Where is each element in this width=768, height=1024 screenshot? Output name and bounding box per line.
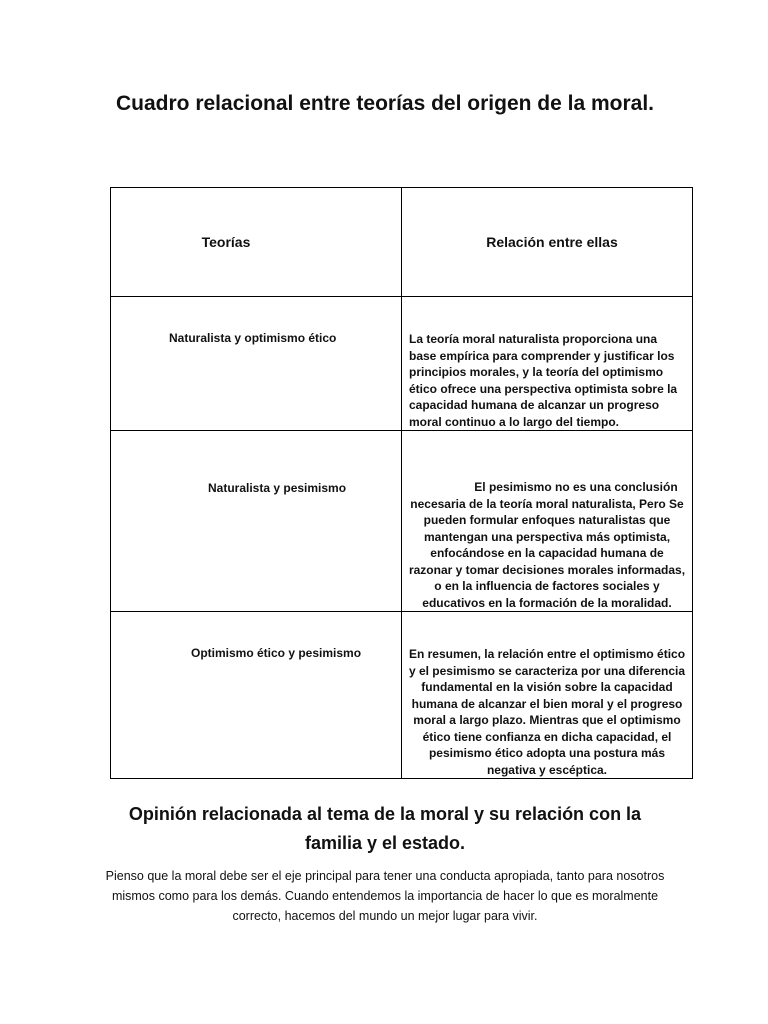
relation-cell	[402, 612, 693, 779]
relation-cell	[402, 431, 693, 612]
relation-cell	[402, 297, 693, 431]
opinion-heading: Opinión relacionada al tema de la moral y su relación con la familia y el estado.	[128, 804, 642, 853]
relation-text: La teoría moral naturalista proporciona una base empírica para comprender y justificar los principios morales, y la teoría del optimismo ético ofrece una perspectiva optimista sobre la capacidad humana de alcanzar un progreso moral continuo a lo largo del tiempo.	[409, 332, 678, 429]
theory-label: Naturalista y optimismo ético	[169, 331, 337, 345]
header-relation: Relación entre ellas	[402, 188, 693, 297]
table-header-row	[111, 188, 693, 297]
opinion-paragraph: Pienso que la moral debe ser el eje principal para tener una conducta apropiada, tanto para nosotros mismos como para los demás. Cuando entendemos la importancia de hacer lo que es moralmente correcto, hacemos del mundo un mejor lugar para vivir.	[105, 869, 665, 923]
theory-label: Optimismo ético y pesimismo	[191, 646, 362, 660]
theory-cell	[111, 297, 402, 431]
document-title: Cuadro relacional entre teorías del origen de la moral.	[116, 92, 654, 115]
header-theories: Teorías	[111, 188, 402, 297]
theory-cell	[111, 431, 402, 612]
relational-table	[110, 187, 693, 779]
table-row	[111, 297, 693, 431]
table-row	[111, 431, 693, 612]
relation-text-content: El pesimismo no es una conclusión necesaria de la teoría moral naturalista, Pero Se pueden formular enfoques naturalistas que mantengan una perspectiva más optimista, enfocándose en la capacidad humana de razonar y tomar decisiones morales informadas, o en la influencia de factores sociales y educativos en la formación de la moralidad.	[408, 480, 686, 610]
theory-label: Naturalista y pesimismo	[208, 481, 347, 495]
relation-text: En resumen, la relación entre el optimismo ético y el pesimismo se caracteriza por una diferencia fundamental en la visión sobre la capacidad humana de alcanzar el bien moral y el progreso moral a largo plazo. Mientras que el optimismo ético tiene confianza en dicha capacidad, el pesimismo ético adopta una postura más negativa y escéptica.	[408, 647, 686, 777]
theory-cell	[111, 612, 402, 779]
relation-text	[402, 431, 692, 611]
table-row	[111, 612, 693, 779]
